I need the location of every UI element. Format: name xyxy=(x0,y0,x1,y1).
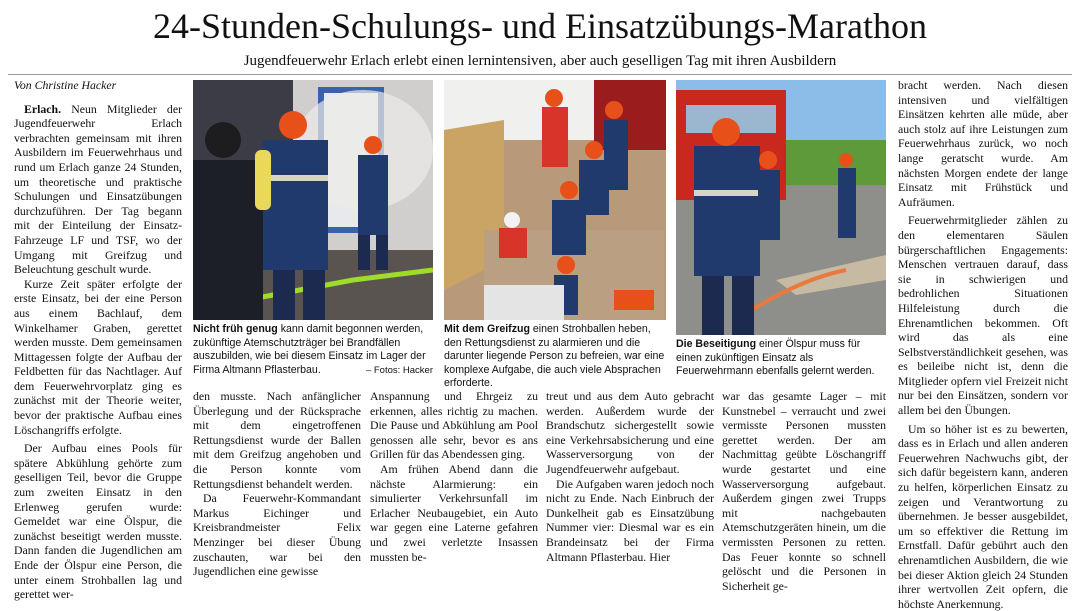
author-byline: Von Christine Hacker xyxy=(14,78,117,92)
caption-photo-1 xyxy=(193,323,433,377)
caption-text: einen Strohballen heben, den Rettungsdienst zu alarmieren und die darunter liegende Person zu befreien, war eine komplexe Aufgabe, die auch viele Absprachen erforderte. xyxy=(444,323,665,389)
paragraph: Um so höher ist es zu bewerten, dass es in Erlach und allen anderen Feuerwehren Nachwuchs gibt, der sich dafür begeistern kann, anderen zu helfen, körperlichen Einsatz zu zeigen und Verantwortung zu übernehmen. Je besser ausgebildet, um so effektiver die Rettung im Ernstfall. Dafür gebührt auch den ehrenamtlichen Ausbildern, die wie bei dieser Aktion gleich 24 Stunden ihrer wertvollen Zeit opfern, die höchste Anerkennung. xyxy=(898,421,1068,611)
paragraph: Da Feuerwehr-Kommandant Markus Eichinger und Kreisbrandmeister Felix Menzinger bei dieser Übung zuschauten, war bei den Jugendlichen eine gewisse xyxy=(193,491,361,579)
paragraph: treut und aus dem Auto gebracht werden. Außerdem wurde der Brandschutz sichergestellt sowie eine Verkehrsabsicherung und eine Wasserversorgung von der Jugendfeuerwehr aufgebaut. xyxy=(546,389,714,476)
caption-photo-3 xyxy=(676,338,886,379)
paragraph xyxy=(14,102,182,277)
photo-straw-bale-rescue xyxy=(444,80,666,320)
paragraph-text: Neun Mitglieder der Jugendfeuerwehr Erlach verbrachten gemeinsam mit ihren Ausbildern im Feuerwehrhaus und rund um Erlach ganze 24 Stunden, um theoretische und praktische Schulungen und Einsatzübungen durchzuführen. Der Tag begann mit der Einteilung der Einsatz-Fahrzeuge LF und TSF, wo der Umgang mit Greifzug und Beleuchtung geschult wurde. xyxy=(14,101,182,277)
article-column-2 xyxy=(193,389,361,579)
photo-credit: – Fotos: Hacker xyxy=(365,364,433,376)
photo-warehouse-smoke xyxy=(193,80,433,320)
caption-text: kann damit begonnen werden, zukünftige Atemschutzträger bei Brandfällen auszubilden, wie bei diesem Einsatz im Lager der Firma Altmann Pflasterbau. xyxy=(193,323,426,376)
caption-lead: Die Beseitigung xyxy=(676,338,757,350)
caption-lead: Nicht früh genug xyxy=(193,323,278,335)
article-column-4 xyxy=(546,389,714,564)
header-rule xyxy=(8,74,1072,75)
caption-text: einer Ölspur muss für einen zukünftigen Einsatz als Feuerwehrmann ebenfalls gelernt werden. xyxy=(676,338,875,377)
paragraph: Anspannung und Ehrgeiz zu erkennen, alles richtig zu machen. Die Pause und Abkühlung am Pool genossen alle sehr, bevor es ans Grillen für das Abendessen ging. xyxy=(370,389,538,462)
caption-photo-2 xyxy=(444,323,666,391)
paragraph: Am frühen Abend dann die nächste Alarmierung: ein simulierter Verkehrsunfall im Erlacher Neubaugebiet, ein Auto war gegen eine Laterne gefahren und zwei verletzte Insassen mussten be- xyxy=(370,461,538,564)
headline: 24-Stunden-Schulungs- und Einsatzübungs-Marathon xyxy=(153,6,927,46)
paragraph: Der Aufbau eines Pools für spätere Abkühlung gehörte zum geselligen Teil, bevor die Gruppe zum zweiten Einsatz in den Erlenweg gerufen wurde: Gemeldet war eine Ölspur, die zunächst beseitigt werden musste. Dann fanden die Jugendlichen am Ende der Ölspur eine Person, die unter einem Strohballen lag und gerettet wer- xyxy=(14,441,182,602)
paragraph: Feuerwehrmitglieder zählen zu den elementaren Säulen bürgerschaftlichen Engagements: Menschen vertrauen darauf, dass sie in schwierigen und bedrohlichen Situationen Hilfeleistung durch die Ehrenamtlichen bekommen. Oft wird das als eine Selbstverständlichkeit gesehen, was es beileibe nicht ist, denn die Mitglieder opfern viel Freizeit nicht nur bei den Einsätzen, sondern vor allem bei den Übungen. xyxy=(898,213,1068,418)
paragraph: Kurze Zeit später erfolgte der erste Einsatz, bei der eine Person aus einem Bachlauf, dem Winkelhamer Graben, gerettet werden musste. Dem gemeinsamen Mittagessen folgte der Aufbau der Feldbetten für das Nachtlager. Auf dem Feuerwehrvorplatz ging es zunächst mit der Theorie weiter, bevor der praktische Aufbau eines Löschangriffs erfolgte. xyxy=(14,276,182,437)
paragraph: den musste. Nach anfänglicher Überlegung und der Rücksprache mit dem eingetroffenen Rettungsdienst wurde der Ballen mit dem Greifzug angehoben und die Person konnte vom Rettungsdienst behandelt werden. xyxy=(193,389,361,491)
paragraph: Die Aufgaben waren jedoch noch nicht zu Ende. Nach Einbruch der Dunkelheit gab es Einsatzübung Nummer vier: Diesmal war es ein Brandeinsatz bei der Firma Altmann Pflasterbau. Hier xyxy=(546,476,714,564)
article-column-5 xyxy=(722,389,886,593)
article-column-6 xyxy=(898,78,1068,611)
subheadline: Jugendfeuerwehr Erlach erlebt einen lernintensiven, aber auch geselligen Tag mit ihren Ausbildern xyxy=(243,53,837,69)
caption-lead: Mit dem Greifzug xyxy=(444,323,530,335)
photo-oil-spill xyxy=(676,80,886,335)
article-column-3 xyxy=(370,389,538,564)
dateline: Erlach. xyxy=(24,101,62,116)
paragraph: war das gesamte Lager – mit Kunstnebel – verraucht und zwei vermisste Personen mussten gerettet werden. Der am Nachmittag geübte Löschangriff wurde gestartet und eine Wasserversorgung aufgebaut. Außerdem gingen zwei Trupps mit nachgebauten Atemschutzgeräten hinein, um die vermissten Personen zu retten. Das Feuer konnte so schnell gelöscht und die Personen in Sicherheit ge- xyxy=(722,389,886,593)
article-column-1 xyxy=(14,78,182,602)
paragraph: bracht werden. Nach diesen intensiven und vielfältigen Einsätzen kehrten alle müde, aber auch stolz auf ihre Leistungen zum Feuerwehrhaus zurück, wo noch lange geratscht wurde. Am nächsten Morgen endete der lange Einsatz mit Frühstück und Aufräumen. xyxy=(898,78,1068,209)
